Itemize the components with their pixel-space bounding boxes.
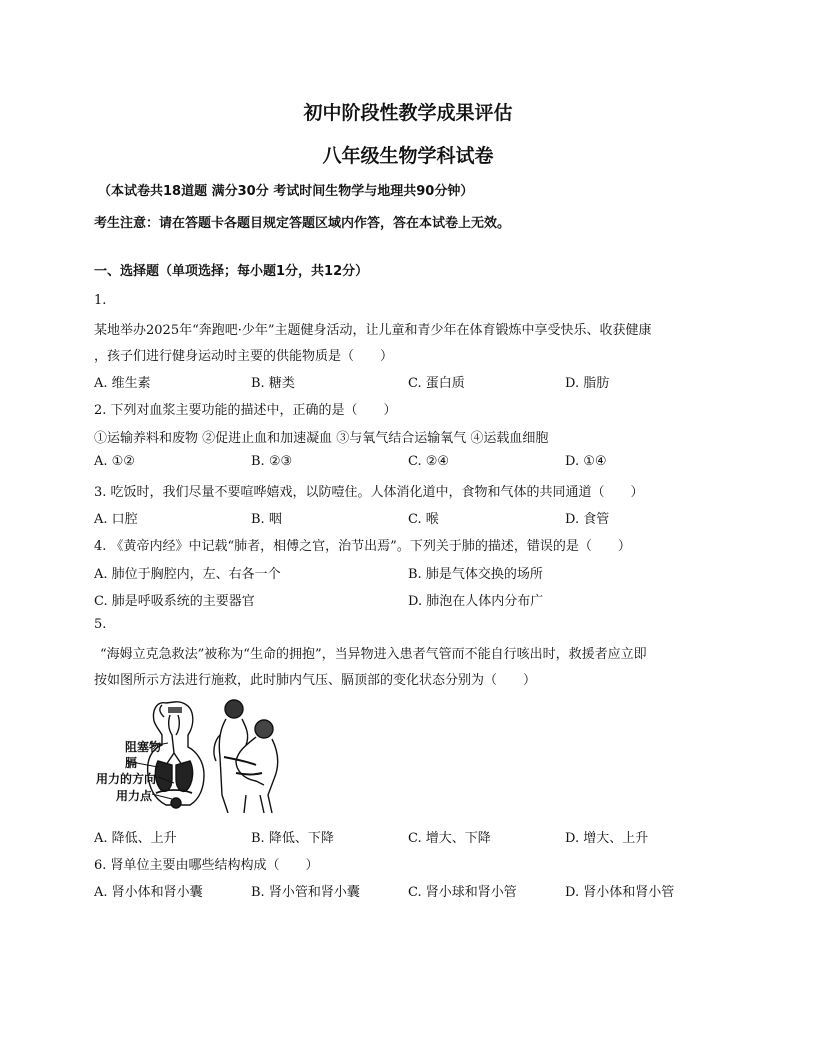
figure-label-obstruction: 阻塞物: [125, 740, 162, 754]
q5-stem-line2: 按如图所示方法进行施救，此时肺内气压、膈顶部的变化状态分别为（ ）: [94, 673, 537, 688]
q4-option-a: A. 肺位于胸腔内，左、右各一个: [94, 567, 281, 582]
figure-label-diaphragm: 膈: [125, 756, 138, 770]
heimlich-figure: [96, 695, 286, 817]
q4-option-c: C. 肺是呼吸系统的主要器官: [94, 594, 255, 609]
q5-number: 5.: [94, 617, 107, 632]
q2-stem: 2. 下列对血浆主要功能的描述中，正确的是（ ）: [94, 403, 397, 418]
q1-option-b: B. 糖类: [251, 376, 295, 391]
q6-option-a: A. 肾小体和肾小囊: [94, 885, 203, 900]
q1-option-c: C. 蛋白质: [408, 376, 465, 391]
exam-title: 初中阶段性教学成果评估: [303, 102, 513, 124]
q1-option-d: D. 脂肪: [565, 376, 610, 391]
q5-stem-line1: “海姆立克急救法”被称为“生命的拥抱”，当异物进入患者气管而不能自行咳出时，救援者应立即: [100, 647, 647, 662]
figure-label-force-direction: 用力的方向: [96, 772, 157, 786]
q6-option-b: B. 肾小管和肾小囊: [251, 885, 360, 900]
q3-option-c: C. 喉: [408, 512, 439, 527]
q5-option-c: C. 增大、下降: [408, 831, 491, 846]
section-heading: 一、选择题（单项选择；每小题1分，共12分）: [94, 264, 369, 279]
q3-option-a: A. 口腔: [94, 512, 138, 527]
q3-stem: 3. 吃饭时，我们尽量不要喧哗嬉戏，以防噎住。人体消化道中，食物和气体的共同通道（ ）: [94, 485, 644, 500]
q5-option-b: B. 降低、下降: [251, 831, 334, 846]
q6-option-c: C. 肾小球和肾小管: [408, 885, 517, 900]
q5-option-d: D. 增大、上升: [565, 831, 649, 846]
q4-stem: 4. 《黄帝内经》中记载“肺者，相傅之官，治节出焉”。下列关于肺的描述，错误的是（ ）: [94, 539, 631, 554]
q2-option-d: D. ①④: [565, 454, 607, 469]
q4-option-d: D. 肺泡在人体内分布广: [408, 594, 544, 609]
exam-info: （本试卷共18道题 满分30分 考试时间生物学与地理共90分钟）: [98, 184, 474, 199]
rescuer-figures: [214, 700, 278, 813]
q6-option-d: D. 肾小体和肾小管: [565, 885, 675, 900]
q5-option-a: A. 降低、上升: [94, 831, 177, 846]
q1-number: 1.: [94, 293, 107, 308]
q6-stem: 6. 肾单位主要由哪些结构构成（ ）: [94, 858, 319, 873]
q2-option-b: B. ②③: [251, 454, 293, 469]
q1-stem-line2: ，孩子们进行健身运动时主要的供能物质是（ ）: [94, 349, 394, 364]
q4-option-b: B. 肺是气体交换的场所: [408, 567, 543, 582]
q2-option-c: C. ②④: [408, 454, 450, 469]
q2-items: ①运输养料和废物 ②促进止血和加速凝血 ③与氧气结合运输氧气 ④运载血细胞: [94, 431, 549, 446]
q2-option-a: A. ①②: [94, 454, 135, 469]
q1-option-a: A. 维生素: [94, 376, 151, 391]
q3-option-b: B. 咽: [251, 512, 282, 527]
figure-label-force-point: 用力点: [116, 789, 153, 803]
q1-stem-line1: 某地举办2025年“奔跑吧·少年”主题健身活动，让儿童和青少年在体育锻炼中享受快乐、收获健康: [94, 323, 652, 338]
q3-option-d: D. 食管: [565, 512, 610, 527]
exam-subtitle: 八年级生物学科试卷: [322, 145, 494, 167]
exam-notice: 考生注意：请在答题卡各题目规定答题区域内作答，答在本试卷上无效。: [94, 216, 511, 231]
